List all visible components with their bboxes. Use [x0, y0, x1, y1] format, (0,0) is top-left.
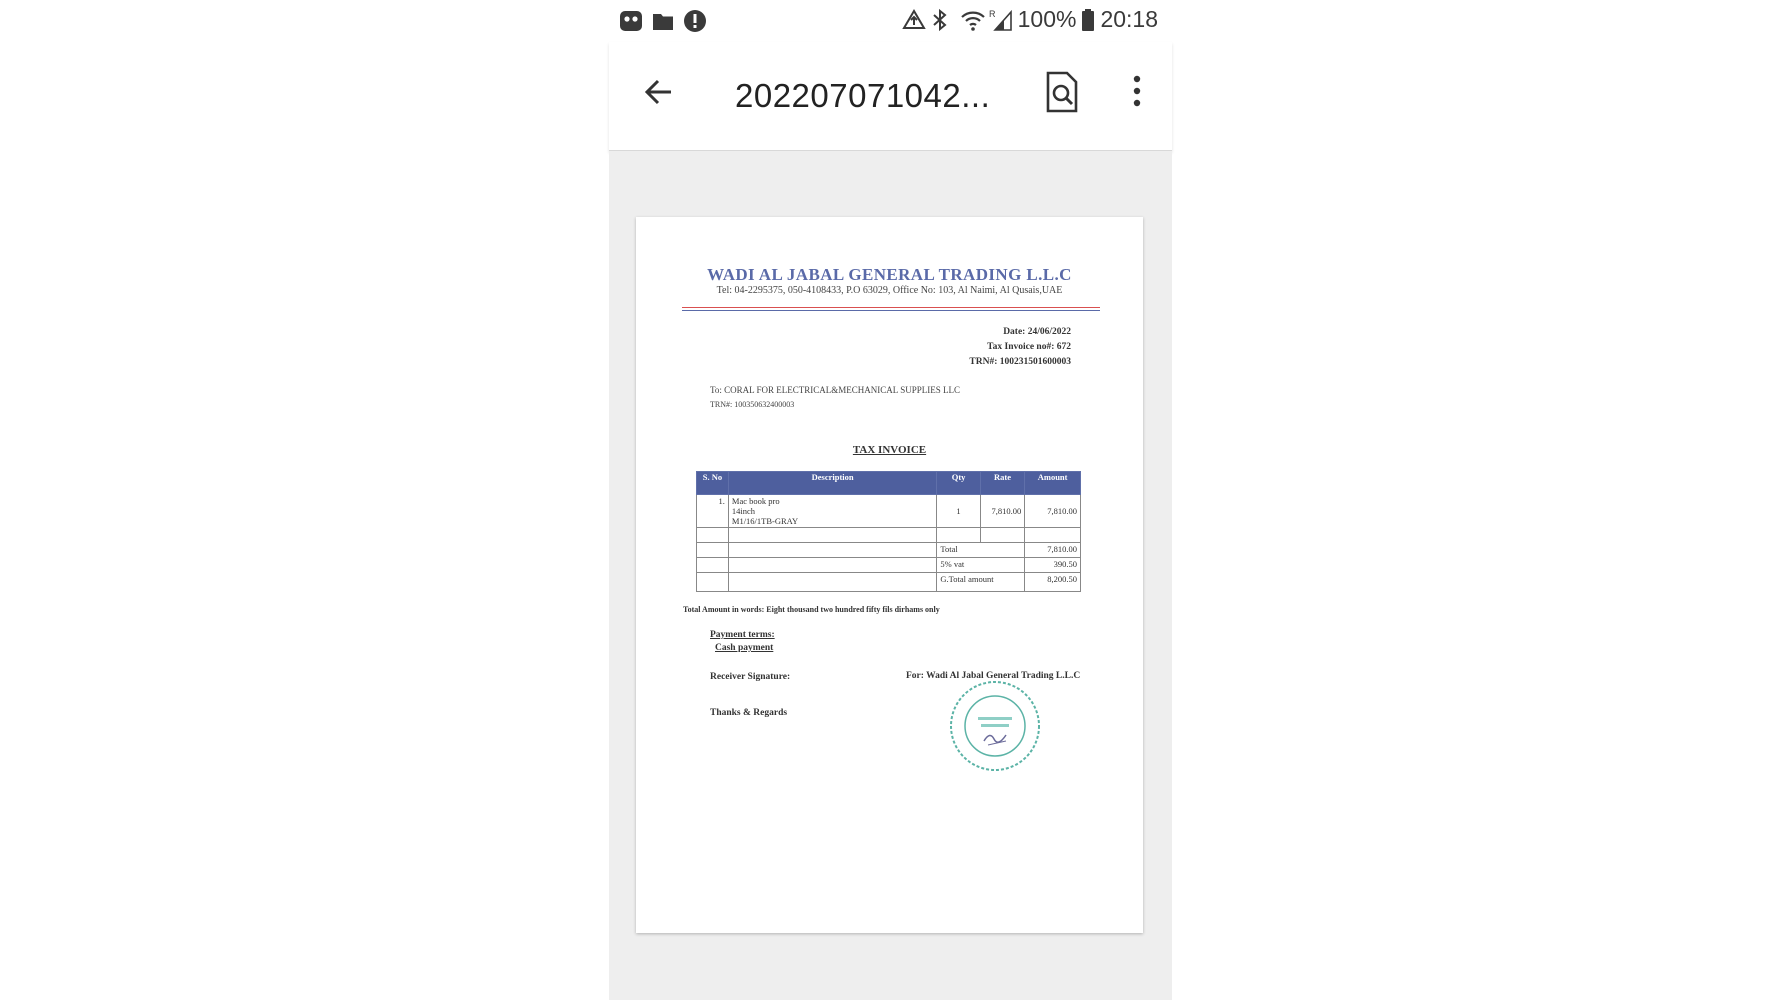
invoice-title: TAX INVOICE — [852, 444, 927, 456]
table-row — [697, 495, 1081, 528]
battery-percent: 100% — [1017, 6, 1077, 32]
app-bar — [609, 42, 1172, 151]
header-divider-blue — [682, 310, 1100, 311]
svg-text:R: R — [988, 8, 996, 19]
clock: 20:18 — [1100, 6, 1158, 32]
drive-upload-icon — [902, 8, 926, 32]
col-rate: Rate — [980, 472, 1024, 495]
status-bar-left — [619, 9, 707, 33]
document-title: 202207071042... — [735, 77, 991, 114]
back-button[interactable] — [639, 72, 679, 112]
document-search-icon — [1042, 70, 1082, 114]
invoice-number: Tax Invoice no#: 672 — [987, 342, 1071, 352]
total-row — [697, 543, 1081, 558]
document-viewer[interactable] — [609, 151, 1172, 1000]
phone-screen — [609, 0, 1172, 1000]
back-arrow-icon — [639, 72, 679, 112]
total-value: 7,810.00 — [1025, 543, 1081, 558]
invoice-date: Date: 24/06/2022 — [1003, 327, 1071, 337]
total-label: Total — [937, 543, 1025, 558]
seller-trn: TRN#: 100231501600003 — [969, 357, 1071, 367]
status-bar-right — [902, 6, 1158, 33]
item-rate: 7,810.00 — [980, 495, 1024, 528]
grand-total-row — [697, 573, 1081, 592]
items-table — [696, 471, 1081, 592]
folder-icon — [651, 9, 675, 33]
col-qty: Qty — [937, 472, 980, 495]
bill-to: To: CORAL FOR ELECTRICAL&MECHANICAL SUPPLIES LLC — [710, 385, 960, 395]
item-qty: 1 — [937, 495, 980, 528]
thanks-regards: Thanks & Regards — [710, 708, 788, 718]
find-in-document-button[interactable] — [1042, 70, 1082, 114]
signal-icon — [989, 8, 1013, 32]
more-vert-icon — [1129, 72, 1145, 112]
vat-row — [697, 558, 1081, 573]
item-desc-line: Mac book pro — [731, 496, 780, 506]
vat-label: 5% vat — [937, 558, 1025, 573]
table-row-empty — [697, 528, 1081, 543]
company-stamp — [948, 679, 1042, 773]
battery-icon — [1081, 8, 1095, 32]
alert-icon — [683, 9, 707, 33]
header-divider-red — [682, 307, 1100, 308]
item-desc-line: M1/16/1TB-GRAY — [731, 516, 799, 526]
buyer-trn: TRN#: 100350632400003 — [710, 400, 795, 409]
more-options-button[interactable] — [1129, 72, 1145, 112]
app-notification-icon — [619, 9, 643, 33]
item-sno: 1. — [697, 495, 729, 528]
wifi-icon — [960, 8, 984, 32]
grand-total-label: G.Total amount — [937, 573, 1025, 592]
for-company-label: For: Wadi Al Jabal General Trading L.L.C — [906, 671, 1081, 681]
receiver-signature-label: Receiver Signature: — [710, 672, 791, 682]
vat-value: 390.50 — [1025, 558, 1081, 573]
payment-method: Cash payment — [715, 643, 774, 653]
company-name: WADI AL JABAL GENERAL TRADING L.L.C — [707, 265, 1072, 284]
col-description: Description — [728, 472, 936, 495]
table-header-row — [697, 472, 1081, 495]
company-contact: Tel: 04-2295375, 050-4108433, P.O 63029, Office No: 103, Al Naimi, Al Qusais,UAE — [716, 285, 1063, 296]
status-bar — [609, 0, 1172, 42]
item-amount: 7,810.00 — [1025, 495, 1081, 528]
payment-terms-label: Payment terms: — [710, 630, 775, 640]
invoice-page — [636, 217, 1143, 933]
col-amount: Amount — [1025, 472, 1081, 495]
col-sno: S. No — [697, 472, 729, 495]
grand-total-value: 8,200.50 — [1025, 573, 1081, 592]
item-desc-line: 14inch — [731, 506, 756, 516]
amount-in-words: Total Amount in words: Eight thousand two hundred fifty fils dirhams only — [683, 605, 940, 614]
bluetooth-icon — [931, 8, 955, 32]
item-description — [728, 495, 936, 528]
